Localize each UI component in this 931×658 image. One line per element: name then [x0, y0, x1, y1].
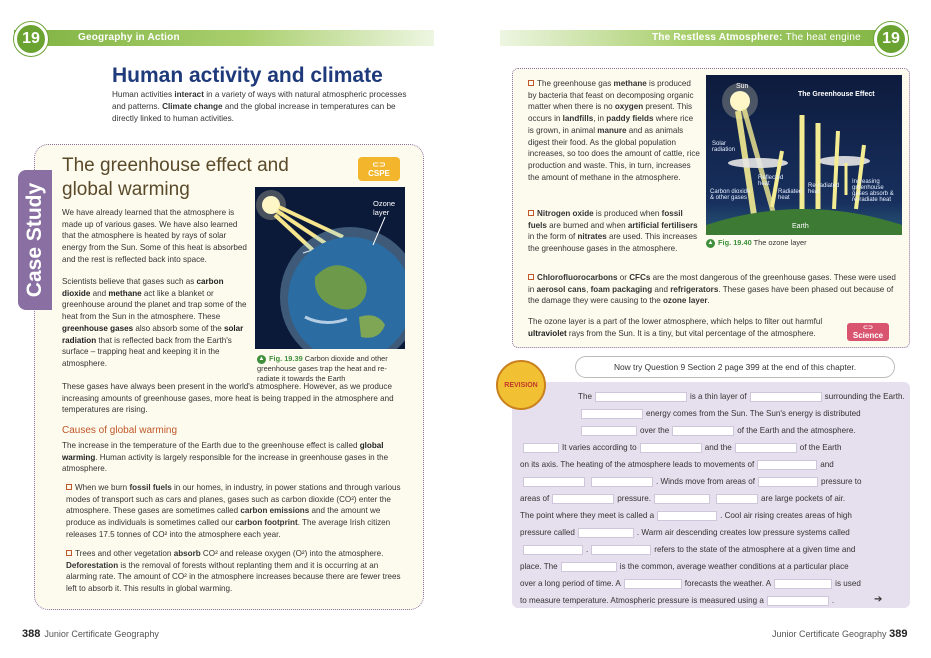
header-title-right: The Restless Atmosphere: The heat engine — [652, 32, 861, 43]
blank-field[interactable] — [581, 426, 637, 436]
blank-field[interactable] — [716, 494, 758, 504]
blank-field[interactable] — [774, 579, 832, 589]
reradiated-heat-label: Re-radiated heat — [808, 183, 840, 195]
page-title: Human activity and climate — [112, 64, 383, 87]
header-title-left: Geography in Action — [78, 32, 180, 43]
blank-field[interactable] — [640, 443, 702, 453]
revision-line-9: pressure called . Warm air descending creates low pressure systems called — [520, 528, 850, 538]
bullet-square-icon — [528, 80, 534, 86]
blank-field[interactable] — [591, 545, 651, 555]
chapter-badge-left: 19 — [14, 22, 48, 56]
sun-label: Sun — [736, 83, 749, 90]
blank-field[interactable] — [552, 494, 614, 504]
blank-field[interactable] — [523, 477, 585, 487]
revision-line-10: . refers to the state of the atmosphere at a given time and — [520, 545, 884, 555]
paragraph-greenhouse: Scientists believe that gases such as carbon dioxide and methane act like a blanket or greenhouse around the planet and trap some of the heat from the Sun in the atmosphere. These greenhouse gases also absorb some of the solar radiation that is reflected back from the Earth's surface – trapping heat and keeping it in the atmosphere. — [62, 277, 247, 369]
now-try-pill: Now try Question 9 Section 2 page 399 at the end of this chapter. — [575, 356, 895, 378]
blank-field[interactable] — [523, 443, 559, 453]
chapter-badge-right: 19 — [874, 22, 908, 56]
blank-field[interactable] — [767, 596, 829, 606]
cspe-badge: ⊂⊃ CSPE — [358, 157, 400, 181]
revision-line-13: to measure temperature. Atmospheric pressure is measured using a . — [520, 596, 835, 606]
revision-line-7: areas of pressure. are large pockets of air. — [520, 494, 846, 504]
link-icon: ⊂⊃ — [862, 325, 874, 331]
revision-line-1: The is a thin layer of surrounding the Earth. — [578, 392, 905, 402]
figure-caption-40: ▲ Fig. 19.40 The ozone layer — [707, 238, 807, 247]
bullet-nitrogen: Nitrogen oxide is produced when fossil fuels are burned and when artificial fertilisers in the form of nitrates are used. This increases the greenhouse gases in the atmosphere. — [528, 209, 698, 254]
bullet-square-icon — [528, 210, 534, 216]
ozone-layer-label: Ozone layer — [373, 199, 396, 217]
reflected-heat-label: Reflected heat — [758, 175, 784, 187]
blank-field[interactable] — [595, 392, 687, 402]
figure-earth-ozone — [255, 187, 405, 349]
bullet-methane: The greenhouse gas methane is produced by bacteria that feast on decomposing organic matter when there is no oxygen present. This occurs in landfills, in paddy fields where rice is grown, in animal manure and as animals digest their food. As the global population increases, so too does the amount of cattle, rice production and waste. This, in turn, increases the amount of methane in the atmosphere. — [528, 79, 700, 182]
blank-field[interactable] — [624, 579, 682, 589]
greenhouse-effect-illustration — [706, 75, 902, 235]
blank-field[interactable] — [757, 460, 817, 470]
bullet-square-icon — [66, 484, 72, 490]
next-arrow-icon: ➔ — [874, 594, 883, 605]
figure-caption-39: ▲ Fig. 19.39 Carbon dioxide and other greenhouse gases trap the heat and re-radiate it towards the Earth — [257, 354, 388, 383]
case-study-tab: Case Study — [18, 170, 52, 310]
revision-line-11: place. The is the common, average weather conditions at a particular place — [520, 562, 849, 572]
bullet-square-icon — [66, 550, 72, 556]
radiated-heat-label: Radiated heat — [778, 189, 803, 201]
revision-line-5: on its axis. The heating of the atmosphere leads to movements of and — [520, 460, 834, 470]
figure-icon: ▲ — [707, 239, 714, 246]
figure-greenhouse-effect — [706, 75, 902, 235]
blank-field[interactable] — [758, 477, 818, 487]
bullet-fossil-fuels: When we burn fossil fuels in our homes, in industry, in power stations and through various modes of transport such as cars and planes, gases such as carbon dioxide (CO²) enter the atmosphere. These gases are sometimes called carbon emissions and the amount we produce as individuals is sometimes called our carbon footprint. The average Irish citizen releases 17.5 tonnes of CO² into the atmosphere each year. — [66, 483, 401, 539]
blank-field[interactable] — [578, 528, 634, 538]
solar-radiation-label: Solar radiation — [712, 141, 736, 153]
blank-field[interactable] — [581, 409, 643, 419]
bullet-trees: Trees and other vegetation absorb CO² and release oxygen (O²) into the atmosphere. Deforestation is the removal of forests without replanting them and it is occurring at an alarming rate. The amount of CO² in the atmosphere increases because there are fewer trees left to absorb it. This results in global warming. — [66, 549, 401, 594]
blank-field[interactable] — [591, 477, 653, 487]
revision-badge: REVISION — [496, 360, 546, 410]
revision-line-2: energy comes from the Sun. The Sun's energy is distributed — [578, 409, 884, 419]
blank-field[interactable] — [672, 426, 734, 436]
causes-intro: The increase in the temperature of the Earth due to the greenhouse effect is called global warming. Human activity is largely responsible for the increase in greenhouse gases in the atmosphere. — [62, 441, 389, 474]
link-icon: ⊂⊃ — [372, 160, 386, 169]
revision-line-3: over the of the Earth and the atmosphere. — [578, 426, 884, 436]
blank-field[interactable] — [735, 443, 797, 453]
blank-field[interactable] — [657, 511, 717, 521]
greenhouse-figure-title: The Greenhouse Effect — [798, 91, 875, 98]
revision-line-6: . Winds move from areas of pressure to — [520, 477, 884, 487]
revision-line-4: It varies according to and the of the Earth — [520, 443, 884, 453]
blank-field[interactable] — [523, 545, 583, 555]
paragraph-atmosphere: We have already learned that the atmosphere is made up of various gases. We have also learned that the atmosphere is heated by rays of solar energy from the Sun. Some of this heat is absorbed and the rest is reflected back into space. — [62, 208, 247, 264]
paragraph-gases-present: These gases have always been present in the world's atmosphere. However, as we produce increasing amounts of greenhouse gases, more heat is being trapped in the atmosphere and temperatures are rising. — [62, 382, 394, 415]
intro-text: Human activities interact in a variety of ways with natural atmospheric processes and patterns. Climate change and the global increase in temperatures can be directly linked to human activities. — [112, 90, 407, 123]
revision-line-8: The point where they meet is called a . Cool air rising creates areas of high — [520, 511, 852, 521]
bullet-square-icon — [528, 274, 534, 280]
section-title: The greenhouse effect and global warming — [62, 155, 289, 200]
blank-field[interactable] — [750, 392, 822, 402]
increasing-gases-label: Increasing greenhouse gases absorb & re-radiate heat — [852, 179, 894, 203]
science-badge: ⊂⊃ Science — [847, 323, 889, 341]
footer-left: 388 Junior Certificate Geography — [22, 628, 159, 640]
blank-field[interactable] — [654, 494, 710, 504]
revision-line-12: over a long period of time. A forecasts the weather. A is used — [520, 579, 861, 589]
ozone-paragraph: The ozone layer is a part of the lower atmosphere, which helps to filter out harmful ultraviolet rays from the Sun. It is a tiny, but vital percentage of the atmosphere. — [528, 317, 823, 338]
causes-heading: Causes of global warming — [62, 425, 178, 436]
blank-field[interactable] — [561, 562, 617, 572]
figure-icon: ▲ — [258, 355, 265, 362]
co2-label: Carbon dioxide & other gases — [710, 189, 751, 201]
header-band-left — [14, 30, 434, 46]
footer-right: Junior Certificate Geography 389 — [772, 628, 908, 640]
bullet-cfcs: Chlorofluorocarbons or CFCs are the most dangerous of the greenhouse gases. These were used in aerosol cans, foam packaging and refrigerators. These gases have been phased out because of the damage they were causing to the ozone layer. — [528, 273, 896, 306]
earth-label: Earth — [792, 223, 809, 230]
